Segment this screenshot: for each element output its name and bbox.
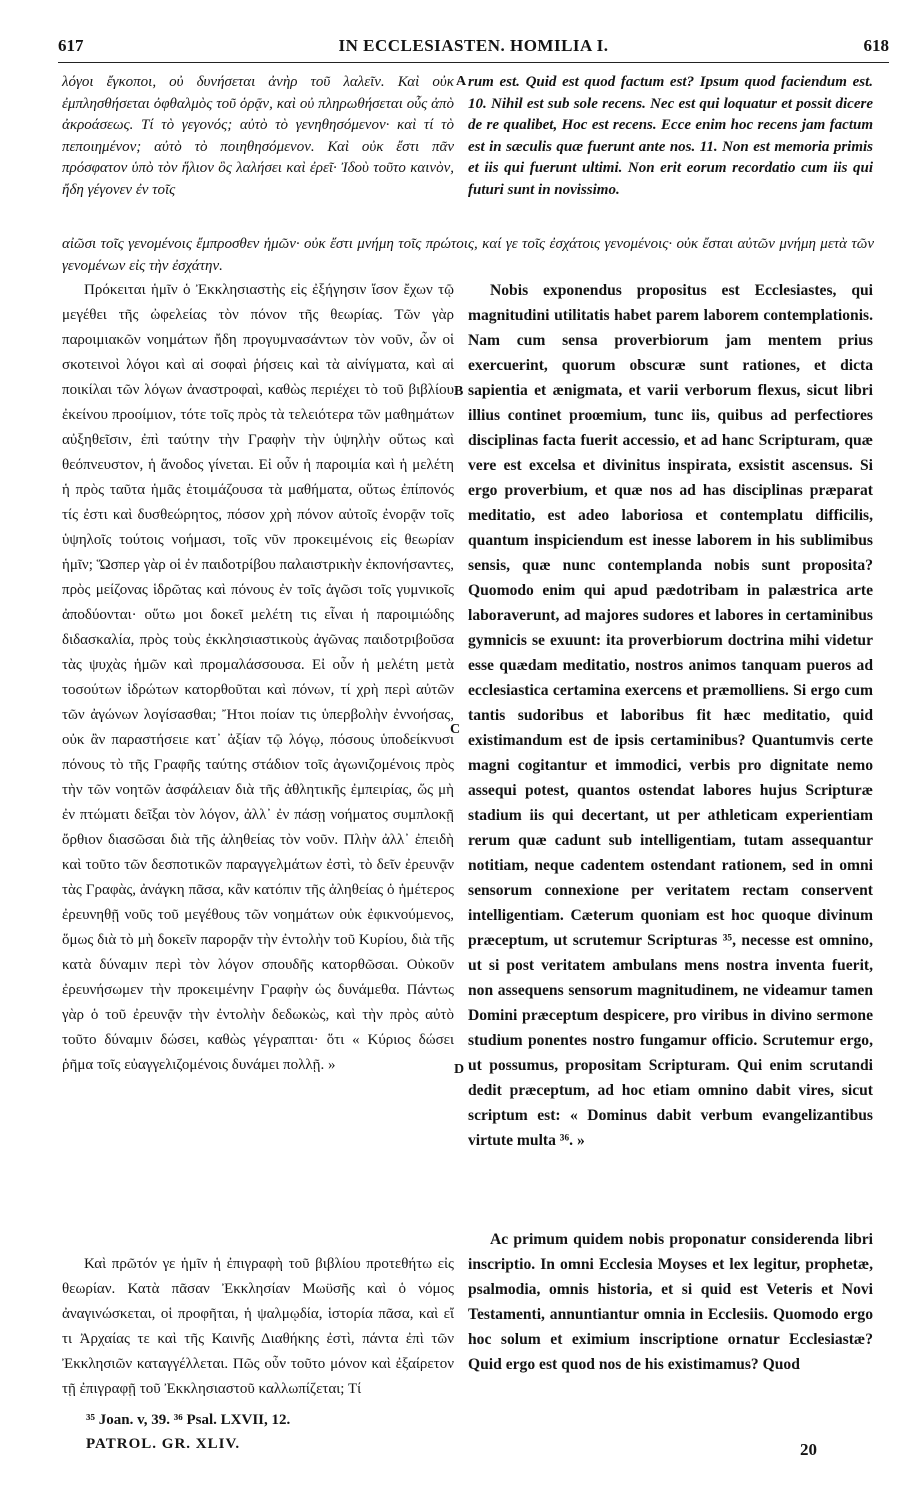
margin-marker-d: D <box>454 1062 465 1077</box>
page-number-right: 618 <box>863 36 889 55</box>
running-header <box>58 36 889 60</box>
margin-marker-c: C <box>450 722 461 737</box>
margin-marker-b: B <box>454 384 464 399</box>
latin-scripture-text: rum est. Quid est quod factum est? Ipsum quod faciendum est. 10. Nihil est sub sole recens. Nec est qui loquatur et possit dicere de re qualibet, Hoc est recens. Ecce enim hoc recens jam factum est in sæculis quæ fuerunt ante nos. 11. Non est memoria primis et iis qui fuerunt ultimi. Non erit eorum recordatio cum iis qui futuri sunt in novissimo. <box>468 74 873 198</box>
greek-homily-paragraph-2: Καὶ πρῶτόν γε ἡμῖν ἡ ἐπιγραφὴ τοῦ βιβλίου προτεθήτω εἰς θεωρίαν. Κατὰ πᾶσαν Ἐκκλησίαν Μωϋσῆς καὶ ὁ νόμος ἀναγινώσκεται, οἱ προφῆται, ἡ ψαλμῳδία, ἱστορία πᾶσα, καὶ εἴ τι Ἀρχαίας τε καὶ τῆς Καινῆς Διαθήκης ἐστὶ, πάντα ἐπὶ τῶν Ἐκκλησιῶν καταγγέλλεται. Πῶς οὖν τοῦτο μόνον καὶ ἐξαίρετον τῇ ἐπιγραφῇ τοῦ Ἐκκλησιαστοῦ καλλωπίζεται; Τί <box>62 1256 454 1397</box>
greek-scripture-text: λόγοι ἔγκοποι, οὐ δυνήσεται ἀνὴρ τοῦ λαλεῖν. Καὶ οὐκ ἐμπλησθήσεται ὀφθαλμὸς τοῦ ὁρᾷν, καὶ οὐ πληρωθήσεται οὖς ἀπὸ ἀκροάσεως. Τί τὸ γεγονός; αὐτὸ τὸ γενηθησόμενον· καὶ τί τὸ πεποιημένον; αὐτὸ τὸ ποιηθησόμενον. Καὶ οὐκ ἔστι πᾶν πρόσφατον ὑπὸ τὸν ἥλιον ὃς λαλήσει καὶ ἐρεῖ· Ἰδοὺ τοῦτο καινὸν, ἤδη γέγονεν ἐν τοῖς <box>62 74 454 198</box>
margin-marker-a: A <box>456 74 467 89</box>
gathering-number: 20 <box>800 1440 817 1459</box>
footnotes: ³⁵ Joan. v, 39. ³⁶ Psal. LXVII, 12. <box>86 1412 291 1428</box>
latin-homily-paragraph-1: Nobis exponendus propositus est Ecclesiastes, qui magnitudini utilitatis habet parem laborem contemplationis. Nam cum sensa proverbiorum jam mentem prius exercuerint, quorum obscuræ sunt rationes, et dicta sapientia et ænigmata, et varii verborum flexus, sicut libri illius continet proœmium, tunc iis, quibus ad perfectiores disciplinas facta fuerit accessio, et ad hanc Scripturam, quæ vere est excelsa et divinitus inspirata, exsistit ascensus. Si ergo proverbium, et quæ nos ad has disciplinas præparat meditatio, est adeo laboriosa et contemplatu difficilis, quantum inspiciendum est inesse laborem in his sublimibus sensis, quæ nunc contemplanda nobis sunt proposita? Quomodo enim qui apud pædotribam in palæstrica arte laboraverunt, ad majores sudores et labores in certaminibus gymnicis se exuunt: ita proverbiorum doctrina mihi videtur esse quædam meditatio, nostros animos tanquam pueros ad ecclesiastica certamina exercens et præmolliens. Si ergo cum tantis sudoribus et laboribus fit hæc meditatio, quid existimandum est de ipsis certaminibus? Quantumvis certe magni cogitantur et immodici, verbis pro dignitate nemo assequi potest, quantos ostendat labores hujus Scripturæ stadium iis qui decertant, ut per athleticam experientiam rerum quæ cadunt sub intelligentiam, tutam assequantur notitiam, neque cadentem ostendant rationem, sed in omni sensorum connexione per veritatem rectam conservent intelligentiam. Cæterum quoniam est hoc quoque divinum præceptum, ut scrutemur Scripturas ³⁵, necesse est omnino, ut si post veritatem ambulans mens nostra inventa fuerit, non assequens sensorum magnitudinem, ne videamur tamen Domini præceptum despicere, pro viribus in divino sermone studium ponentes nostro fungamur officio. Scrutemur ergo, ut possumus, propositam Scripturam. Qui enim scrutandi dedit præceptum, ad hoc etiam omnino dabit vires, sicut scriptum est: « Dominus dabit verbum evangelizantibus virtute multa ³⁶. » <box>468 282 873 1149</box>
series-signature: PATROL. GR. XLIV. <box>86 1436 241 1452</box>
latin-homily-paragraph-2: Ac primum quidem nobis proponatur considerenda libri inscriptio. In omni Ecclesia Moyses et lex legitur, prophetæ, psalmodia, omnis historia, et si quid est Veteris et Novi Testamenti, annuntiantur omnia in Ecclesiis. Quomodo ergo hoc solum et eximium inscriptione ornatur Ecclesiastæ? Quid ergo est quod nos de his existimamus? Quod <box>468 1231 873 1373</box>
header-rule <box>58 62 889 63</box>
running-title: IN ECCLESIASTEN. HOMILIA I. <box>338 36 609 55</box>
greek-scripture-continuation: αἰῶσι τοῖς γενομένοις ἔμπροσθεν ἡμῶν· οὐκ ἔστι μνήμη τοῖς πρώτοις, καί γε τοῖς ἐσχάτοις γενομένοις· οὐκ ἔσται αὐτῶν μνήμη μετὰ τῶν γενομένων εἰς τὴν ἐσχάτην. <box>62 236 874 274</box>
page-number-left: 617 <box>58 36 84 55</box>
greek-homily-paragraph-1: Πρόκειται ἡμῖν ὁ Ἐκκλησιαστὴς εἰς ἐξήγησιν ἴσον ἔχων τῷ μεγέθει τῆς ὠφελείας τὸν πόνον τῆς θεωρίας. Τῶν γὰρ παροιμιακῶν νοημάτων ἤδη προγυμνασάντων τὸν νοῦν, ὧν οἱ σκοτεινοὶ λόγοι καὶ αἱ σοφαὶ ῥήσεις καὶ τὰ αἰνίγματα, καὶ αἱ ποικίλαι τῶν λόγων ἀναστροφαὶ, καθὼς περιέχει τὸ τοῦ βιβλίου ἐκείνου προοίμιον, τότε τοῖς πρὸς τὰ τελειότερα τῶν μαθημάτων αὐξηθεῖσιν, ἐπὶ ταύτην τὴν Γραφὴν τὴν ὑψηλὴν οὕτως καὶ θεόπνευστον, ἡ ἄνοδος γίνεται. Εἰ οὖν ἡ παροιμία καὶ ἡ μελέτη ἡ πρὸς ταῦτα ἡμᾶς ἑτοιμάζουσα τὰ μαθήματα, οὕτως ἐπίπονός τίς ἐστι καὶ δυσθεώρητος, πόσον χρὴ πόνον αὐτοῖς ἐνορᾷν τοῖς ὑψηλοῖς τούτοις νοήμασι, τοῖς νῦν προκειμένοις εἰς θεωρίαν ἡμῖν; Ὥσπερ γὰρ οἱ ἐν παιδοτρίβου παλαιστρικὴν ἐκπονήσαντες, πρὸς μείζονας ἱδρῶτας καὶ πόνους ἐν τοῖς ἀγῶσι τοῖς γυμνικοῖς ἀποδύονται· οὕτω μοι δοκεῖ μελέτη τις εἶναι ἡ παροιμιώδης διδασκαλία, πρὸς τοὺς ἐκκλησιαστικοὺς ἀγῶνας παιδοτριβοῦσα τὰς ψυχὰς ἡμῶν καὶ προμαλάσσουσα. Εἰ οὖν ἡ μελέτη μετὰ τοσούτων ἱδρώτων κατορθοῦται καὶ πόνων, τί χρὴ περὶ αὐτῶν τῶν ἀγώνων λογίσασθαι; Ἤτοι ποίαν τις ὑπερβολὴν ἐννοήσας, οὐκ ἂν παραστήσειε κατ᾽ ἀξίαν τῷ λόγῳ, πόσους ὑποδείκνυσι πόνους τὸ τῆς Γραφῆς ταύτης στάδιον τοῖς ἀγωνιζομένοις πρὸς τὴν τῶν νοητῶν ἀσφάλειαν διὰ τῆς ἀθλητικῆς ἐμπειρίας, ὥς μὴ ἐν πτώματι δεῖξαι τὸν λόγον, ἀλλ᾽ ἐν πάσῃ νοήματος συμπλοκῇ ὄρθιον διασῶσαι διὰ τῆς ἀληθείας τὸν νοῦν. Πλὴν ἀλλ᾽ ἐπειδὴ καὶ τοῦτο τῶν δεσποτικῶν παραγγελμάτων ἐστὶ, τὸ δεῖν ἐρευνᾷν τὰς Γραφὰς, ἀνάγκη πᾶσα, κἂν κατόπιν τῆς ἀληθείας ὁ ἡμέτερος ἐρευνηθῇ νοῦς τοῦ μεγέθους τῶν νοημάτων οὐκ ἐφικνούμενος, ὅμως διὰ τὸ μὴ δοκεῖν παρορᾷν τὴν ἐντολὴν τοῦ Κυρίου, διὰ τῆς κατὰ δύναμιν περὶ τὸν λόγον σπουδῆς κατορθῶσαι. Οὐκοῦν ἐρευνήσωμεν τὴν προκειμένην Γραφὴν ὡς δυνάμεθα. Πάντως γὰρ ὁ τοῦ ἐρευνᾷν τὴν ἐντολὴν δεδωκὼς, καὶ τὴν πρὸς αὐτὸ τοῦτο δύναμιν δώσει, καθὼς γέγραπται· ὅτι « Κύριος δώσει ῥῆμα τοῖς εὐαγγελιζομένοις δυνάμει πολλῇ. » <box>62 282 454 1073</box>
